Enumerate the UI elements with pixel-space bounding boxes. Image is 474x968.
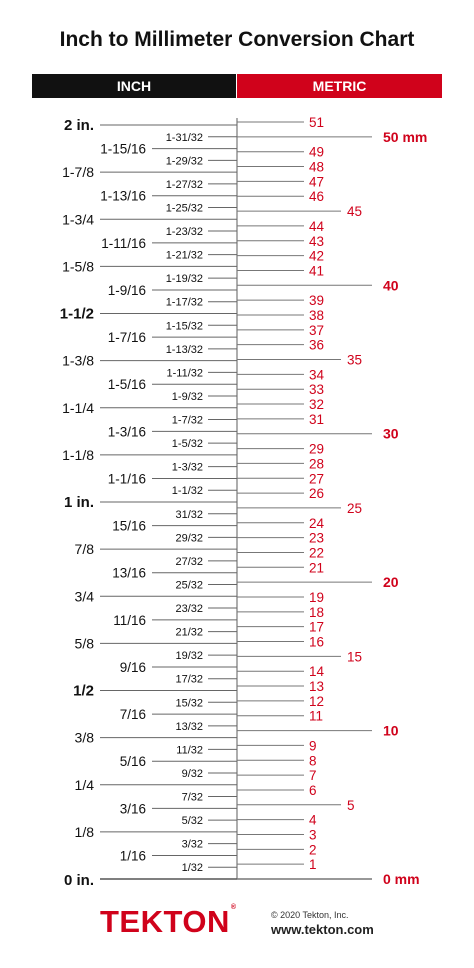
inch-tick-label: 1-5/8 — [62, 258, 94, 275]
inch-tick-label: 7/16 — [119, 707, 146, 723]
inch-tick-label: 9/16 — [119, 659, 146, 675]
mm-tick-label: 36 — [309, 337, 325, 353]
mm-tick-label: 51 — [309, 115, 325, 131]
trademark-mark: ® — [230, 904, 237, 911]
inch-tick-label: 1 in. — [63, 494, 94, 511]
inch-tick-label: 1-23/32 — [165, 226, 203, 239]
mm-tick-label: 14 — [309, 664, 325, 680]
inch-header: INCH — [32, 74, 236, 98]
page-title: Inch to Millimeter Conversion Chart — [59, 28, 415, 51]
mm-tick-label: 10 — [383, 722, 399, 739]
inch-tick-label: 1-1/32 — [171, 485, 203, 498]
inch-tick-label: 5/8 — [74, 635, 94, 652]
inch-tick-label: 1-7/8 — [62, 164, 94, 181]
inch-tick-label: 1-25/32 — [165, 202, 203, 215]
inch-tick-label: 1-1/2 — [59, 305, 94, 323]
inch-tick-label: 3/8 — [74, 729, 94, 746]
mm-tick-label: 17 — [309, 619, 325, 635]
logo-text: TEKTON — [100, 904, 230, 939]
mm-tick-label: 43 — [309, 233, 325, 249]
mm-tick-label: 39 — [309, 293, 325, 309]
mm-tick-label: 45 — [347, 204, 363, 220]
inch-tick-label: 15/32 — [175, 697, 203, 710]
mm-tick-label: 21 — [309, 560, 325, 576]
mm-tick-label: 49 — [309, 144, 325, 160]
mm-tick-label: 6 — [309, 782, 317, 798]
inch-tick-label: 1/32 — [181, 862, 203, 875]
copyright-text: © 2020 Tekton, Inc. — [271, 910, 349, 920]
tekton-logo — [100, 904, 237, 940]
mm-tick-label: 34 — [309, 367, 325, 383]
inch-tick-label: 15/16 — [112, 518, 146, 534]
mm-tick-label: 7 — [309, 768, 317, 784]
inch-tick-label: 0 in. — [63, 872, 94, 889]
mm-tick-label: 40 — [383, 277, 399, 294]
inch-tick-label: 23/32 — [175, 603, 203, 616]
inch-tick-label: 1-29/32 — [165, 155, 203, 168]
mm-tick-label: 11 — [309, 708, 324, 724]
inch-tick-label: 19/32 — [175, 650, 203, 663]
inch-tick-label: 1-3/8 — [62, 352, 94, 369]
mm-tick-label: 16 — [309, 634, 325, 650]
inch-tick-label: 1-1/16 — [107, 471, 146, 487]
inch-tick-label: 29/32 — [175, 532, 203, 545]
inch-tick-label: 7/8 — [74, 541, 94, 558]
mm-tick-label: 30 — [383, 425, 399, 442]
inch-tick-label: 1-3/32 — [171, 461, 203, 474]
mm-tick-label: 27 — [309, 471, 325, 487]
mm-tick-label: 29 — [309, 441, 325, 457]
inch-tick-label: 1-17/32 — [165, 296, 203, 309]
inch-tick-label: 1-7/16 — [107, 330, 146, 346]
mm-tick-label: 33 — [309, 382, 325, 398]
inch-tick-label: 25/32 — [175, 579, 203, 592]
mm-tick-label: 5 — [347, 797, 355, 813]
inch-tick-label: 1-13/32 — [165, 343, 203, 356]
mm-tick-label: 28 — [309, 456, 325, 472]
inch-tick-label: 1-9/16 — [107, 282, 146, 298]
mm-tick-label: 38 — [309, 307, 325, 323]
inch-tick-label: 2 in. — [63, 117, 94, 134]
mm-tick-label: 22 — [309, 545, 325, 561]
mm-tick-label: 26 — [309, 486, 325, 502]
inch-tick-label: 1-3/4 — [62, 211, 94, 228]
mm-tick-label: 46 — [309, 189, 325, 205]
mm-tick-label: 2 — [309, 842, 317, 858]
inch-tick-label: 1/16 — [119, 848, 146, 864]
inch-tick-label: 1-1/8 — [62, 446, 94, 463]
inch-tick-label: 7/32 — [181, 791, 203, 804]
inch-tick-label: 1-13/16 — [100, 188, 146, 204]
mm-tick-label: 37 — [309, 322, 325, 338]
inch-tick-label: 1-19/32 — [165, 273, 203, 286]
mm-tick-label: 19 — [309, 589, 325, 605]
mm-tick-label: 0 mm — [383, 871, 420, 887]
inch-tick-label: 3/32 — [181, 838, 203, 851]
mm-tick-label: 47 — [309, 174, 325, 190]
inch-tick-label: 31/32 — [175, 508, 203, 521]
mm-tick-label: 35 — [347, 352, 363, 368]
inch-tick-label: 13/16 — [112, 565, 146, 581]
inch-tick-label: 11/32 — [176, 744, 203, 757]
mm-tick-label: 12 — [309, 693, 325, 709]
mm-tick-label: 13 — [309, 679, 325, 695]
mm-tick-label: 25 — [347, 500, 363, 516]
inch-tick-label: 11/16 — [113, 612, 146, 628]
inch-tick-label: 5/32 — [181, 815, 203, 828]
inch-tick-label: 5/16 — [119, 754, 146, 770]
mm-tick-label: 23 — [309, 530, 325, 546]
inch-tick-label: 27/32 — [175, 555, 203, 568]
inch-tick-label: 1-15/32 — [165, 320, 203, 333]
inch-tick-label: 1-27/32 — [165, 178, 203, 191]
inch-tick-label: 1-11/16 — [101, 235, 146, 251]
inch-tick-label: 1-5/32 — [171, 438, 203, 451]
metric-header: METRIC — [237, 74, 442, 98]
inch-tick-label: 1-21/32 — [165, 249, 203, 262]
inch-tick-label: 1/8 — [74, 823, 94, 840]
inch-tick-label: 1-15/16 — [100, 141, 146, 157]
mm-tick-label: 24 — [309, 515, 325, 531]
inch-tick-label: 1-7/32 — [171, 414, 203, 427]
mm-tick-label: 8 — [309, 753, 317, 769]
mm-tick-label: 32 — [309, 397, 325, 413]
mm-tick-label: 50 mm — [383, 128, 428, 145]
inch-tick-label: 13/32 — [175, 720, 203, 733]
mm-tick-label: 44 — [309, 218, 325, 234]
mm-tick-label: 9 — [309, 738, 317, 754]
inch-tick-label: 17/32 — [175, 673, 203, 686]
mm-tick-label: 15 — [347, 649, 363, 665]
inch-tick-label: 3/4 — [74, 588, 94, 605]
inch-tick-label: 21/32 — [175, 626, 203, 639]
inch-tick-label: 1-5/16 — [107, 377, 146, 393]
website-link[interactable]: www.tekton.com — [271, 922, 374, 937]
mm-tick-label: 1 — [309, 857, 317, 873]
mm-tick-label: 31 — [309, 411, 325, 427]
mm-tick-label: 18 — [309, 604, 325, 620]
mm-tick-label: 20 — [383, 574, 399, 591]
inch-tick-label: 1-31/32 — [165, 131, 203, 144]
inch-tick-label: 1-9/32 — [171, 390, 203, 403]
inch-tick-label: 1/4 — [74, 776, 94, 793]
inch-tick-label: 1/2 — [73, 682, 94, 700]
mm-tick-label: 48 — [309, 159, 325, 175]
inch-tick-label: 1-11/32 — [166, 367, 203, 380]
mm-tick-label: 3 — [309, 827, 317, 843]
mm-tick-label: 42 — [309, 248, 325, 264]
mm-tick-label: 41 — [309, 263, 325, 279]
inch-tick-label: 9/32 — [181, 767, 203, 780]
inch-tick-label: 1-3/16 — [107, 424, 146, 440]
mm-tick-label: 4 — [309, 812, 317, 828]
inch-tick-label: 3/16 — [119, 801, 146, 817]
inch-tick-label: 1-1/4 — [62, 399, 94, 416]
